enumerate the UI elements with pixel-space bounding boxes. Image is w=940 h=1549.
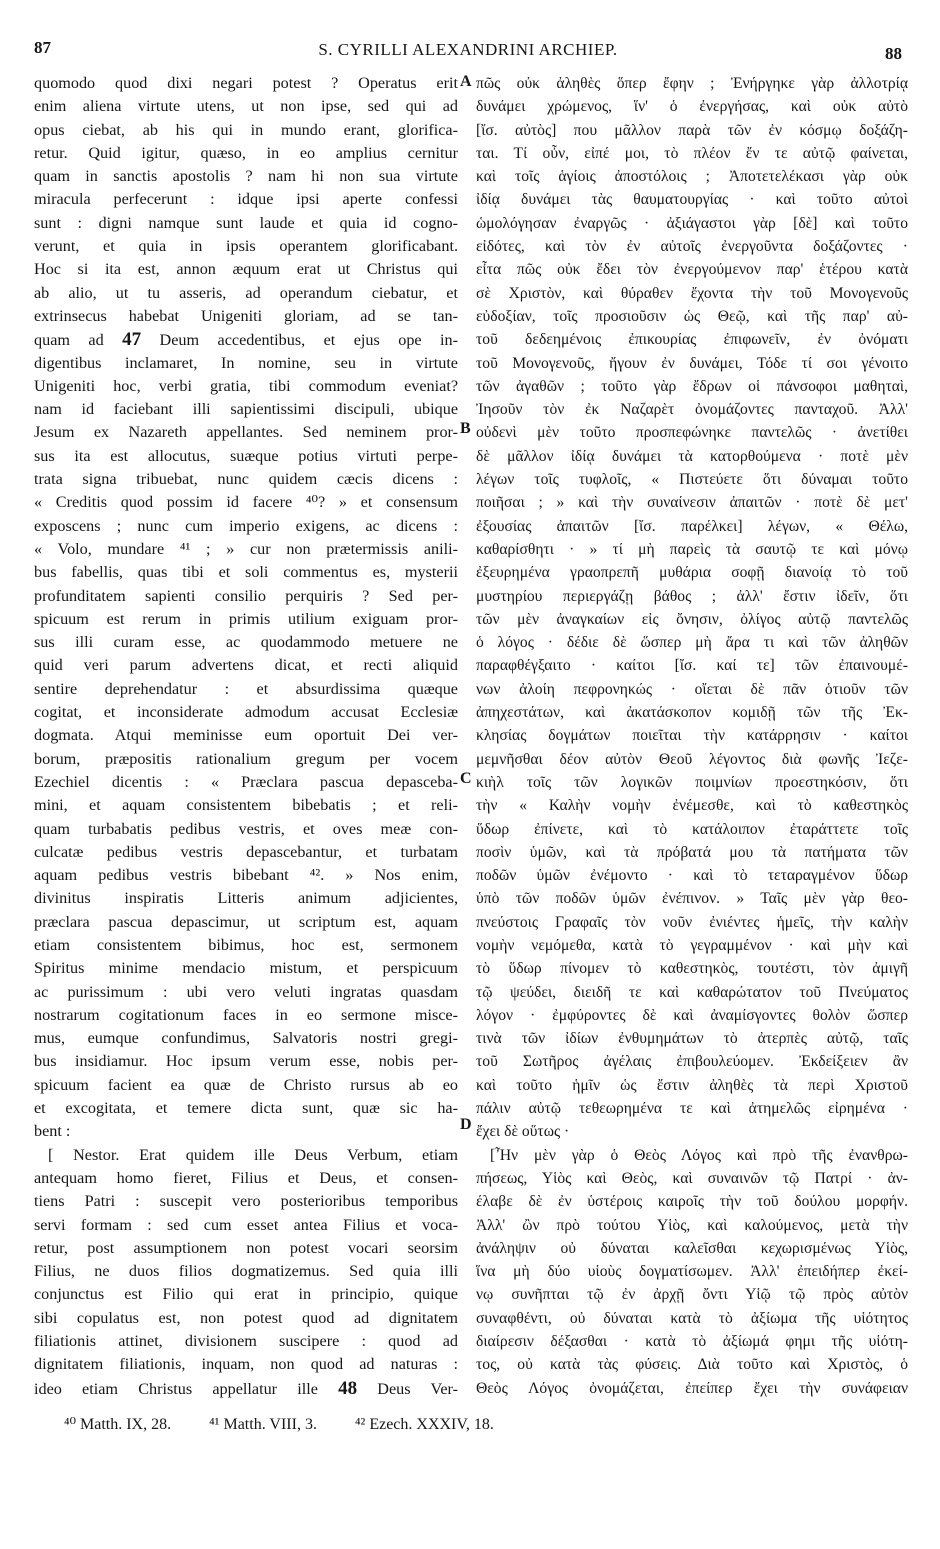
text-line: trata signa tribuebat, nunc quidem cæcis dicens : [34, 470, 458, 489]
text-line: aquam pedibus vestris bibebant ⁴². » Nos enim, [34, 866, 458, 885]
text-line: retur, post assumptionem non potest vocari seorsim [34, 1238, 458, 1257]
column-number-48: 48 [338, 1377, 358, 1399]
text-line: σὲ Χριστὸν, καὶ θύραθεν ἔχοντα τὴν τοῦ Μονογενοῦς [476, 284, 908, 302]
text-line: λέγων τοῖς τυφλοῖς, « Πιστεύετε ὅτι δύναμαι τοῦτο [476, 471, 908, 489]
text-line: exposcens ; nunc cum imperio exigens, ac dicens : [34, 516, 458, 535]
text-segment: Deum accedentibus, et ejus ope in- [159, 331, 458, 350]
text-line: profunditatem sapienti consilio perquiris ? Sed per- [34, 586, 458, 605]
text-line: κλησίας δογμάτων ποιεῖται τὴν κατάρρησιν · καίτοι [476, 727, 908, 745]
text-line: opus ciebat, ab his qui in mundo erant, glorifica- [34, 120, 458, 139]
text-line: ποδῶν ὑμῶν ἐνέμοντο · καὶ τὸ τεταραγμένον ὕδωρ [476, 867, 908, 885]
text-line: ὁ λόγος · δέδιε δὲ ὥσπερ μὴ ἄρα τι καὶ τῶν ἀληθῶν [476, 634, 908, 652]
text-segment: quam ad [34, 331, 104, 350]
section-marker-a: A [460, 73, 472, 90]
text-line: digentibus inclamaret, In nomine, seu in virtute [34, 353, 458, 372]
text-line: ἀπηχεστάτων, καὶ ἀκατάσκοπον κομιδῇ τῶν τῆς Ἐκ- [476, 704, 908, 722]
text-line: διαίρεσιν δέξασθαι · κατὰ τὸ ἀξίωμά φημι τῆς υἱότη- [476, 1333, 908, 1351]
text-line: Ezechiel dicentis : « Præclara pascua depasceba- [34, 772, 458, 791]
text-line: enim aliena virtute utens, ut non ipse, sed qui ad [34, 97, 458, 116]
text-line: τοῦ Σωτῆρος ἀγέλαις ἐπιβουλεύομεν. Ἐκδείξειεν ἂν [476, 1053, 908, 1071]
text-line: præclara pascua depascimur, ut scriptum est, aquam [34, 912, 458, 931]
text-line: εἶτα πῶς οὐκ ἔδει τὸν ἐνεργούμενον παρ' ἑτέρου κατὰ [476, 261, 908, 279]
text-line: ὡμολόγησαν ἐναργῶς · ἀξιάγαστοι γὰρ [δὲ] καὶ τοῦτο [476, 214, 908, 232]
text-line: καὶ τοῦτο ἡμῖν ὡς ἔστιν ἀληθὲς τὰ περὶ Χριστοῦ [476, 1076, 908, 1094]
text-line: conjunctus est Filio qui erat in principio, quique [34, 1285, 458, 1304]
text-line: παραφθέγξαιτο · καίτοι [ἴσ. καί τε] τῶν ἐπαινουμέ- [476, 657, 908, 675]
text-line: εἰδότες, καὶ τὸν ἐν αὐτοῖς ἐνεργοῦντα δοξάζοντες · [476, 238, 908, 256]
text-line: πήσεως, Υἱὸς καὶ Θεὸς, καὶ συναινῶν τῷ Πατρί · ἀν- [476, 1169, 908, 1187]
text-line: τῶν μὲν ἀναγκαίων εἰς ὄνησιν, ὀλίγος αὐτῷ παντελῶς [476, 610, 908, 628]
text-line: καὶ τοῖς ἁγίοις ἀποστόλοις ; Ἀποτετελέκασι γὰρ οὐκ [476, 168, 908, 186]
text-line: miracula perfecerunt : idque ipsi aperte confessi [34, 190, 458, 209]
text-line: [ἴσ. αὐτὸς] που μᾶλλον παρὰ τῶν ἐν κόσμῳ δοξάζη- [476, 121, 908, 139]
text-line: mus, eumque confundimus, Salvatoris nostri gregi- [34, 1029, 458, 1048]
text-line: μυστηρίου περιεργάζῃ βάθος ; ἀλλ' ἔστιν ἰδεῖν, ὅτι [476, 587, 908, 605]
text-line: τος, οὐ κατὰ τὰς φύσεις. Διὰ τοῦτο καὶ Χριστὸς, ὁ [476, 1356, 908, 1374]
text-line: et excogitata, et temere dicta sunt, quæ sic ha- [34, 1099, 458, 1118]
text-line: quomodo quod dixi negari potest ? Operatus erit [34, 74, 458, 92]
text-line: μεμνῆσθαι δέον αὐτὸν Θεοῦ λέγοντος διὰ φωνῆς Ἰεζε- [476, 750, 908, 768]
section-marker-c: C [460, 770, 472, 787]
text-line: spicuum facient ea quæ de Christo rursus ab eo [34, 1075, 458, 1094]
text-line: « Volo, mundare ⁴¹ ; » cur non prætermissis anili- [34, 539, 458, 558]
section-marker-d: D [460, 1116, 472, 1133]
text-line: Θεὸς Λόγος ὀνομάζεται, ἐπείπερ ἔχει τὴν συνάφειαν [476, 1379, 908, 1397]
text-line: sunt : digni namque sunt laude et quia id cogno- [34, 213, 458, 232]
text-line: νῳ συνῆπται τῷ ἐν ἀρχῇ ὄντι Υἱῷ τῷ πρὸς αὐτὸν [476, 1286, 908, 1304]
text-line: ἰδίᾳ δυνάμει τὰς θαυματουργίας · καὶ τοῦτο αὐτοὶ [476, 191, 908, 209]
text-line: ἀνάληψιν οὐ δύναται καλεῖσθαι κεχωρισμένως Υἱὸς, [476, 1239, 908, 1257]
text-line: τὸ ὕδωρ πίνομεν τὸ καθεστηκὸς, τουτέστι, τὸν ἀμιγῆ [476, 960, 908, 978]
footnote-42: ⁴² Ezech. XXXIV, 18. [354, 1416, 494, 1433]
text-line: ποσὶν ὑμῶν, καὶ τὰ πρόβατά μου τὰ πατήματα τῶν [476, 843, 908, 861]
text-line: ἐξευρημένα γραοπρεπῆ μυθάρια σοφῇ διανοίᾳ τὸ τοῦ [476, 564, 908, 582]
text-line: λόγον · ἐμφύροντες δὲ καὶ ἀναμίσγοντες θολὸν ὥσπερ [476, 1006, 908, 1024]
text-line: ποιῆσαι ; » καὶ τὴν συναίνεσιν ἀπαιτῶν · ποτὲ δὲ μετ' [476, 494, 908, 512]
text-line: τοῦ Μονογενοῦς, ἤγουν ἐν δυνάμει, Τόδε τί σοι γένοιτο [476, 354, 908, 372]
text-line: tiens Patri : suscepit vero posterioribus temporibus [34, 1192, 458, 1211]
text-line: quid veri parum advertens dicat, et recti aliquid [34, 656, 458, 675]
text-line: cogitat, et inconsiderate admodum accusat Ecclesiæ [34, 703, 458, 722]
text-line: ὑπὸ τῶν ποδῶν ὑμῶν ἐνέπινον. » Ταῖς μὲν γὰρ θεο- [476, 890, 908, 908]
page-number-right: 88 [885, 44, 902, 63]
text-line: sentire deprehendatur : et absurdissima quæque [34, 679, 458, 698]
text-line: antequam homo fieret, Filius et Deus, et consen- [34, 1168, 458, 1187]
text-line: πάλιν αὐτῷ τεθεωρημένα τε καὶ ἀτημελῶς εἰρημένα · [476, 1100, 908, 1118]
text-line: sus illi curam esse, ac quodammodo metuere ne [34, 633, 458, 652]
running-title: S. CYRILLI ALEXANDRINI ARCHIEP. [318, 40, 618, 59]
text-line: πῶς οὐκ ἀληθὲς ὅπερ ἔφην ; Ἐνήργηκε γὰρ ἀλλοτρίᾳ [476, 75, 908, 92]
text-line: filiationis attinet, divisionem suscipere : quod ad [34, 1332, 458, 1351]
text-line: δυνάμει χρώμενος, ἵν' ὁ ἐνεργήσας, καὶ οὐκ αὐτὸ [476, 98, 908, 116]
text-line: τῶν ἀγαθῶν ; τοῦτο γὰρ ἔδρων οἱ πάνσοφοι μαθηταὶ, [476, 377, 908, 395]
text-line: συναφθέντι, οὐ δύναται κατὰ τὸ ἀξίωμα τῆς υἱότητος [476, 1309, 908, 1327]
text-line: δὲ μᾶλλον ἰδίᾳ δυνάμει τὰ κατορθούμενα · ποτὲ μὲν [476, 447, 908, 465]
page-header [34, 38, 902, 66]
text-line: Spiritus minime mendacio mistum, et perspicuum [34, 959, 458, 978]
text-line: νομὴν νεμόμεθα, κατὰ τὸ γεγραμμένον · καὶ μὴν καὶ [476, 936, 908, 954]
text-line: « Creditis quod possim id facere ⁴⁰? » et consensum [34, 493, 458, 512]
text-line: nam id faciebant illi sapientissimi discipuli, ubique [34, 400, 458, 419]
column-number-47: 47 [122, 329, 142, 351]
text-line: borum, præpositis rationalium gregum per vocem [34, 749, 458, 768]
text-line [34, 328, 458, 351]
text-line: ται. Τί οὖν, εἰπέ μοι, τὸ πλέον ἔν τε αὐτῷ φαίνεται, [476, 144, 908, 162]
text-line: καθαρίσθητι · » τί μὴ παρεὶς τὰ σαυτῷ τε καὶ μόνῳ [476, 540, 908, 558]
text-line: bus insidiamur. Hoc ipsum verum esse, nobis per- [34, 1052, 458, 1071]
text-segment: Deus Ver- [377, 1379, 458, 1398]
text-line: ἐξουσίας ἀπαιτῶν [ἴσ. παρέλκει] λέγων, « Θέλω, [476, 517, 908, 535]
footnote-40: ⁴⁰ Matth. IX, 28. [64, 1416, 172, 1433]
text-line: νων ἀλοίη πεφρονηκώς · οἴεται δὲ πᾶν ὁτιοῦν τῶν [476, 680, 908, 698]
text-line: ac purissimum : ubi vero veluti ingratas quasdam [34, 982, 458, 1001]
text-line: quam in sanctis apostolis ? nam hi non sua virtute [34, 167, 458, 186]
text-line: ἔχει δὲ οὕτως · [476, 1123, 570, 1141]
text-line: τὴν « Καλὴν νομὴν ἐνέμεσθε, καὶ τὸ καθεστηκὸς [476, 797, 908, 815]
text-line: εὐδοξίαν, τοῖς προσιοῦσιν ὡς Θεῷ, καὶ τῆς παρ' αὐ- [476, 307, 908, 325]
page-number-left: 87 [34, 38, 51, 57]
text-line: έλαβε δὲ ἐν ὑστέροις καιροῖς τὴν τοῦ δούλου μορφήν. [476, 1193, 908, 1211]
text-line: Ἰησοῦν τὸν ἐκ Ναζαρὲτ ὀνομάζοντες πανταχοῦ. Ἀλλ' [476, 401, 908, 419]
text-line: ὕδωρ ἐπίνετε, καὶ τὸ κατάλοιπον ἐταράττετε τοῖς [476, 820, 908, 838]
text-line: [Ἦν μὲν γὰρ ὁ Θεὸς Λόγος καὶ πρὸ τῆς ἐνανθρω- [490, 1146, 908, 1164]
text-line: bus fabellis, quas tibi et soli commentus es, mysterii [34, 563, 458, 582]
text-line: ab alio, ut tu asseris, ad operandum ciebatur, et [34, 283, 458, 302]
text-line: nostrarum cogitationum faces in eo sermone misce- [34, 1005, 458, 1024]
latin-column [34, 72, 458, 1400]
text-line: quam turbabatis pedibus vestris, et oves meæ con- [34, 819, 458, 838]
text-line: spicuum est rerum in primis utilium exiguam pror- [34, 609, 458, 628]
text-line: extrinsecus habebat Unigeniti gloriam, ad se tan- [34, 306, 458, 325]
text-line: dogmata. Atqui meminisse eum oportuit Dei ver- [34, 726, 458, 745]
text-line: sus ita est allocutus, suæque potius virtuti perpe- [34, 446, 458, 465]
text-line: dignitatem filiationis, inquam, non quod ad naturas : [34, 1355, 458, 1374]
text-line: mini, et aquam consistentem bibebatis ; et reli- [34, 796, 458, 815]
text-line: πνεύστοις Γραφαῖς τὸν νοῦν ἐνιέντες ἡμεῖς, τὴν καλὴν [476, 913, 908, 931]
footnote-41: ⁴¹ Matth. VIII, 3. [209, 1416, 317, 1433]
text-line: bent : [34, 1122, 71, 1141]
text-line: τινὰ τῶν ἰδίων ἐνθυμημάτων τὸ ἀτερπὲς αὐτῷ, ταῖς [476, 1030, 908, 1048]
text-line: Hoc si ita est, annon æquum erat ut Christus qui [34, 260, 458, 279]
text-segment: ideo etiam Christus appellatur ille [34, 1379, 318, 1398]
greek-column [476, 72, 908, 1400]
text-line: Filius, ne duos filios dogmatizemus. Sed quia illi [34, 1262, 458, 1281]
text-line: culcatæ pedibus vestris depascebantur, et turbatam [34, 842, 458, 861]
text-line: [ Nestor. Erat quidem ille Deus Verbum, etiam [48, 1145, 458, 1164]
text-line: divinitus inspiratis Litteris animum adjicientes, [34, 889, 458, 908]
text-line: Unigeniti hoc, verbi gratia, tibi commodum eveniat? [34, 376, 458, 395]
text-line: sibi copulatus est, non potest quod ad dignitatem [34, 1308, 458, 1327]
text-line: κιὴλ τοῖς τῶν λογικῶν ποιμνίων προεστηκόσιν, ὅτι [476, 773, 908, 791]
text-line: τοῦ δεδεημένοις ἐπικουρίας ἐπιφωνεῖν, ἐν ὀνόματι [476, 331, 908, 349]
text-line: servi formam : sed cum esset antea Filius et voca- [34, 1215, 458, 1234]
footnotes [64, 1414, 764, 1434]
text-line: Jesum ex Nazareth appellantes. Sed neminem pror- [34, 423, 458, 442]
text-line [34, 1377, 458, 1400]
text-line: verunt, et quia in ipsis operantem glorificabant. [34, 237, 458, 256]
text-line: οὐδενὶ μὲν τοῦτο προσπεφώνηκε παντελῶς · ἀνετίθει [476, 424, 908, 442]
text-line: ἵνα μὴ δύο υἱοὺς δογματίσωμεν. Ἀλλ' ἐπειδήπερ ἐκεί- [476, 1263, 908, 1281]
section-marker-b: B [460, 420, 471, 437]
text-line: retur. Quid igitur, quæso, in eo amplius cernitur [34, 143, 458, 162]
text-line: Ἀλλ' ὢν πρὸ τούτου Υἱὸς, καὶ καλούμενος, μετὰ τὴν [476, 1216, 908, 1234]
text-line: τῷ ψεύδει, διειδῆ τε καὶ καθαρώτατον τοῦ Πνεύματος [476, 983, 908, 1001]
text-line: etiam consistentem bibimus, hoc est, sermonem [34, 935, 458, 954]
